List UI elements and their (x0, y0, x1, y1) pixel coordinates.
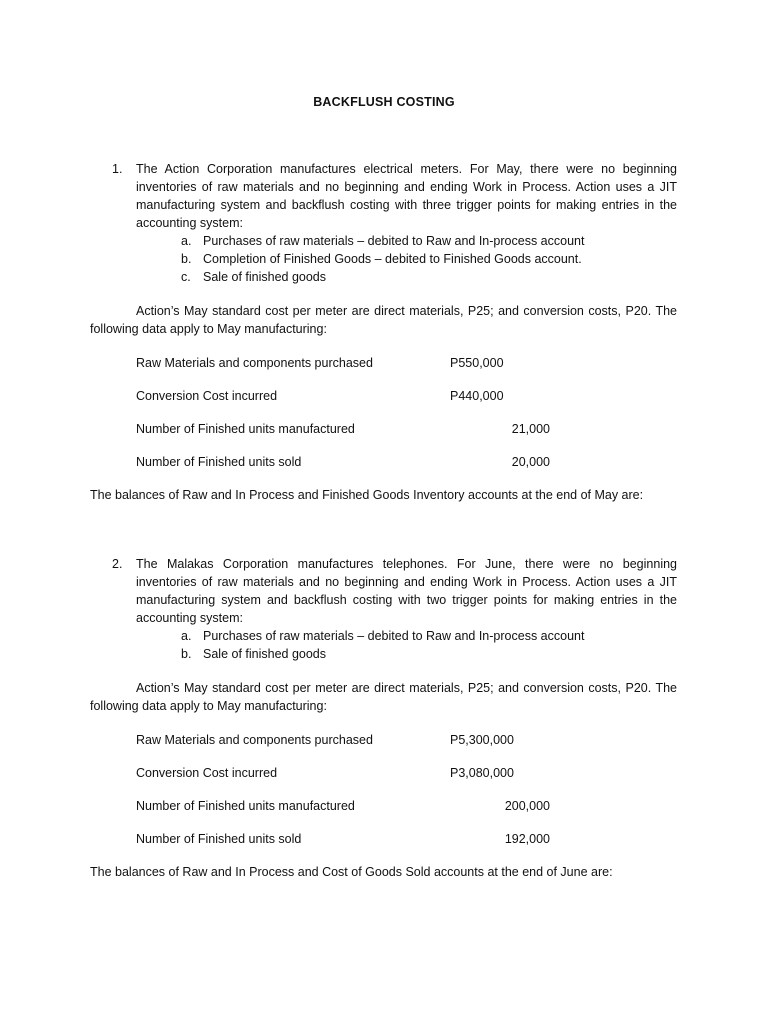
list-letter: b. (181, 647, 192, 661)
data-value: P3,080,000 (450, 766, 514, 780)
manufacturing-data-table (136, 354, 677, 486)
trigger-point-item (136, 232, 677, 250)
list-item-text: Sale of finished goods (203, 270, 327, 284)
page-title: BACKFLUSH COSTING (313, 95, 455, 109)
trigger-point-item (136, 645, 677, 663)
trigger-point-list (136, 627, 677, 663)
data-value: P5,300,000 (450, 733, 514, 747)
standard-cost-paragraph: Action’s May standard cost per meter are direct materials, P25; and conversion costs, P20. The following data apply to May manufacturing: (90, 304, 677, 336)
data-row (136, 830, 677, 863)
question-text: The balances of Raw and In Process and Cost of Goods Sold accounts at the end of June are: (90, 865, 613, 879)
data-label: Number of Finished units manufactured (136, 799, 355, 813)
problem-1-intro-row (90, 160, 677, 232)
data-row (136, 387, 677, 420)
data-label: Conversion Cost incurred (136, 389, 278, 403)
question-text: The balances of Raw and In Process and Finished Goods Inventory accounts at the end of May are: (90, 488, 644, 502)
list-item-text: Sale of finished goods (203, 647, 327, 661)
data-label: Number of Finished units sold (136, 455, 302, 469)
problem-intro: The Action Corporation manufactures electrical meters. For May, there were no beginning inventories of raw materials and no beginning and ending Work in Process. Action uses a JIT manufacturing system and backflush costing with three trigger points for making entries in the accounting system: (136, 162, 677, 230)
data-value: 200,000 (504, 799, 550, 813)
problem-2-intro-row (90, 555, 677, 627)
data-row (136, 764, 677, 797)
data-label: Number of Finished units sold (136, 832, 302, 846)
list-letter: c. (181, 270, 191, 284)
data-row (136, 731, 677, 764)
list-item-text: Completion of Finished Goods – debited to Finished Goods account. (203, 252, 582, 266)
trigger-point-item (136, 268, 677, 286)
trigger-point-item (136, 627, 677, 645)
problem-number: 2. (112, 557, 123, 571)
list-letter: a. (181, 629, 192, 643)
manufacturing-data-table (136, 731, 677, 863)
data-label: Raw Materials and components purchased (136, 356, 373, 370)
data-row (136, 453, 677, 486)
list-item-text: Purchases of raw materials – debited to Raw and In-process account (203, 234, 585, 248)
problem-1 (90, 160, 677, 504)
problem-intro: The Malakas Corporation manufactures telephones. For June, there were no beginning inventories of raw materials and no beginning and ending Work in Process. Action uses a JIT manufacturing system and backflush costing with two trigger points for making entries in the accounting system: (136, 557, 677, 625)
data-value: 21,000 (511, 422, 550, 436)
data-label: Raw Materials and components purchased (136, 733, 373, 747)
data-row (136, 420, 677, 453)
data-value: 192,000 (504, 832, 550, 846)
data-row (136, 797, 677, 830)
data-label: Number of Finished units manufactured (136, 422, 355, 436)
list-letter: a. (181, 234, 192, 248)
list-item-text: Purchases of raw materials – debited to Raw and In-process account (203, 629, 585, 643)
data-value: P440,000 (450, 389, 504, 403)
problem-2 (90, 555, 677, 881)
data-value: P550,000 (450, 356, 504, 370)
trigger-point-item (136, 250, 677, 268)
data-value: 20,000 (511, 455, 550, 469)
trigger-point-list (136, 232, 677, 286)
problem-number: 1. (112, 162, 123, 176)
list-letter: b. (181, 252, 192, 266)
data-label: Conversion Cost incurred (136, 766, 278, 780)
standard-cost-paragraph: Action’s May standard cost per meter are direct materials, P25; and conversion costs, P20. The following data apply to May manufacturing: (90, 681, 677, 713)
data-row (136, 354, 677, 387)
